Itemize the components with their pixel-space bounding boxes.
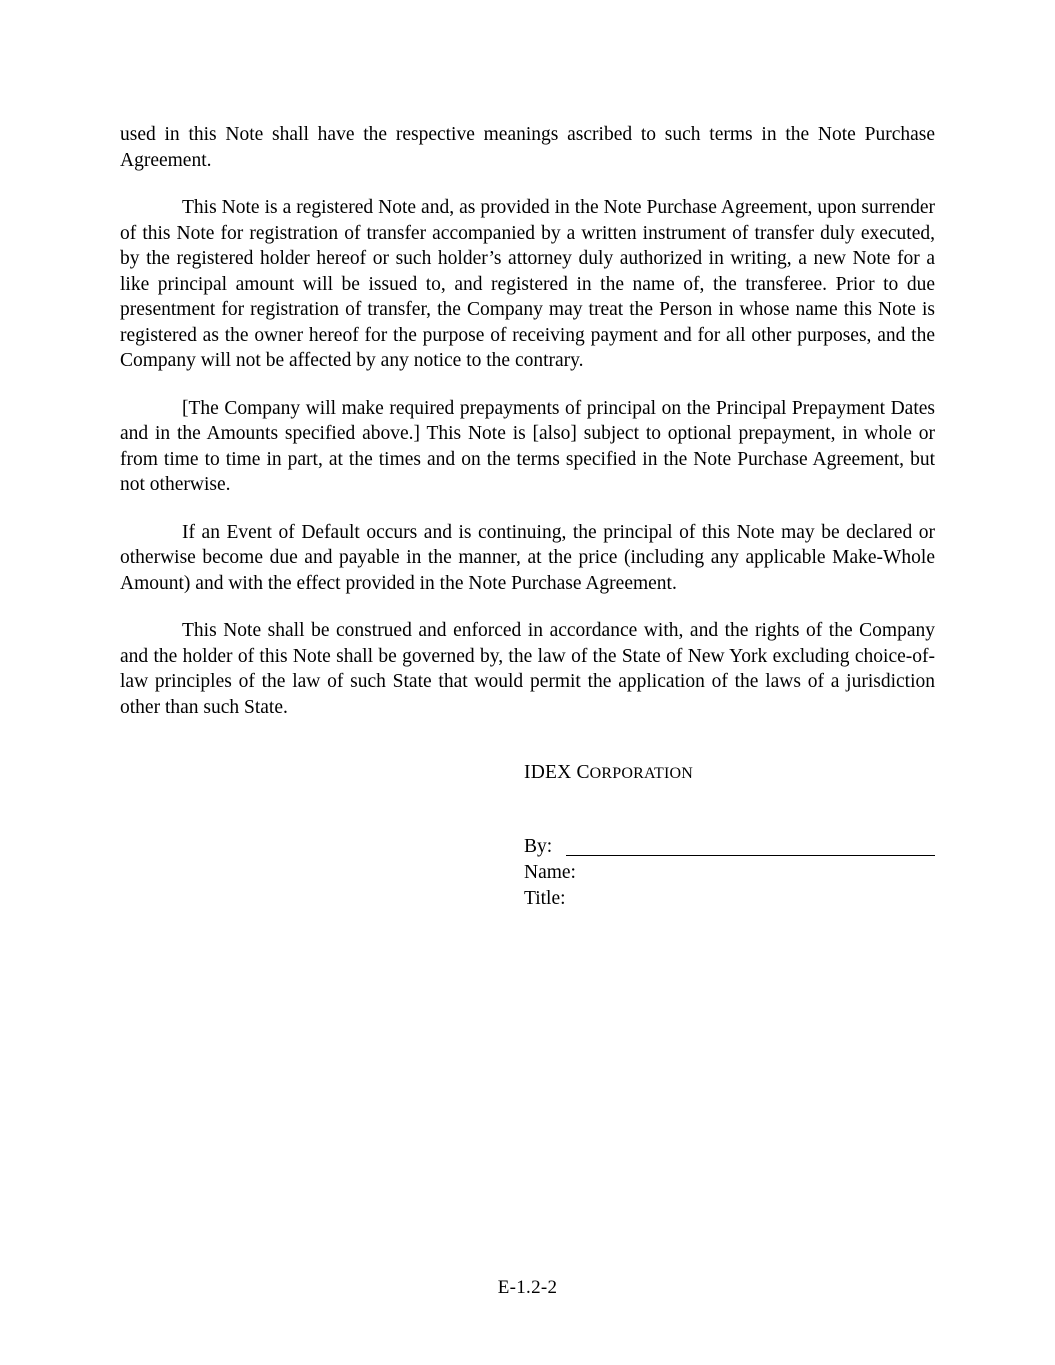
signature-title-row xyxy=(524,886,935,912)
document-body xyxy=(120,122,935,912)
paragraph-event-of-default: If an Event of Default occurs and is continuing, the principal of this Note may be declared or otherwise become due and payable in the manner, at the price (including any applicable Make-Whole Amount) and with the effect provided in the Note Purchase Agreement. xyxy=(120,521,935,594)
paragraph-governing-law: This Note shall be construed and enforced in accordance with, and the rights of the Company and the holder of this Note shall be governed by, the law of the State of New York excluding choice-of-law principles of the law of such State that would permit the application of the laws of a jurisdiction other than such State. xyxy=(120,620,935,718)
signature-by-rule[interactable] xyxy=(566,854,935,856)
company-name-suffix-lead: C xyxy=(576,762,590,783)
signature-name-row xyxy=(524,860,935,886)
paragraph-continuation: used in this Note shall have the respective meanings ascribed to such terms in the Note Purchase Agreement. xyxy=(120,124,935,171)
company-name-suffix: ORPORATION xyxy=(589,765,694,782)
signature-name-label: Name: xyxy=(524,862,576,883)
paragraph-prepayment: [The Company will make required prepayments of principal on the Principal Prepayment Dates and in the Amounts specified above.] This Note is [also] subject to optional prepayment, in whole or from time to time in part, at the times and on the terms specified in the Note Purchase Agreement, but not otherwise. xyxy=(120,397,935,495)
company-name-prefix: IDEX xyxy=(524,762,572,783)
signature-block xyxy=(524,760,935,912)
paragraph-registered-note: This Note is a registered Note and, as provided in the Note Purchase Agreement, upon surrender of this Note for registration of transfer accompanied by a written instrument of transfer duly executed, by the registered holder hereof or such holder’s attorney duly authorized in writing, a new Note for a like principal amount will be issued to, and registered in the name of, the transferee. Prior to due presentment for registration of transfer, the Company may treat the Person in whose name this Note is registered as the owner hereof for the purpose of receiving payment and for all other purposes, and the Company will not be affected by any notice to the contrary. xyxy=(120,197,935,371)
signatory-company-name xyxy=(524,760,935,786)
page-footer: E-1.2-2 xyxy=(497,1277,558,1298)
signature-title-label: Title: xyxy=(524,888,566,909)
signature-by-row xyxy=(524,834,935,860)
signature-lines xyxy=(524,834,935,912)
signature-by-label: By: xyxy=(524,836,553,857)
